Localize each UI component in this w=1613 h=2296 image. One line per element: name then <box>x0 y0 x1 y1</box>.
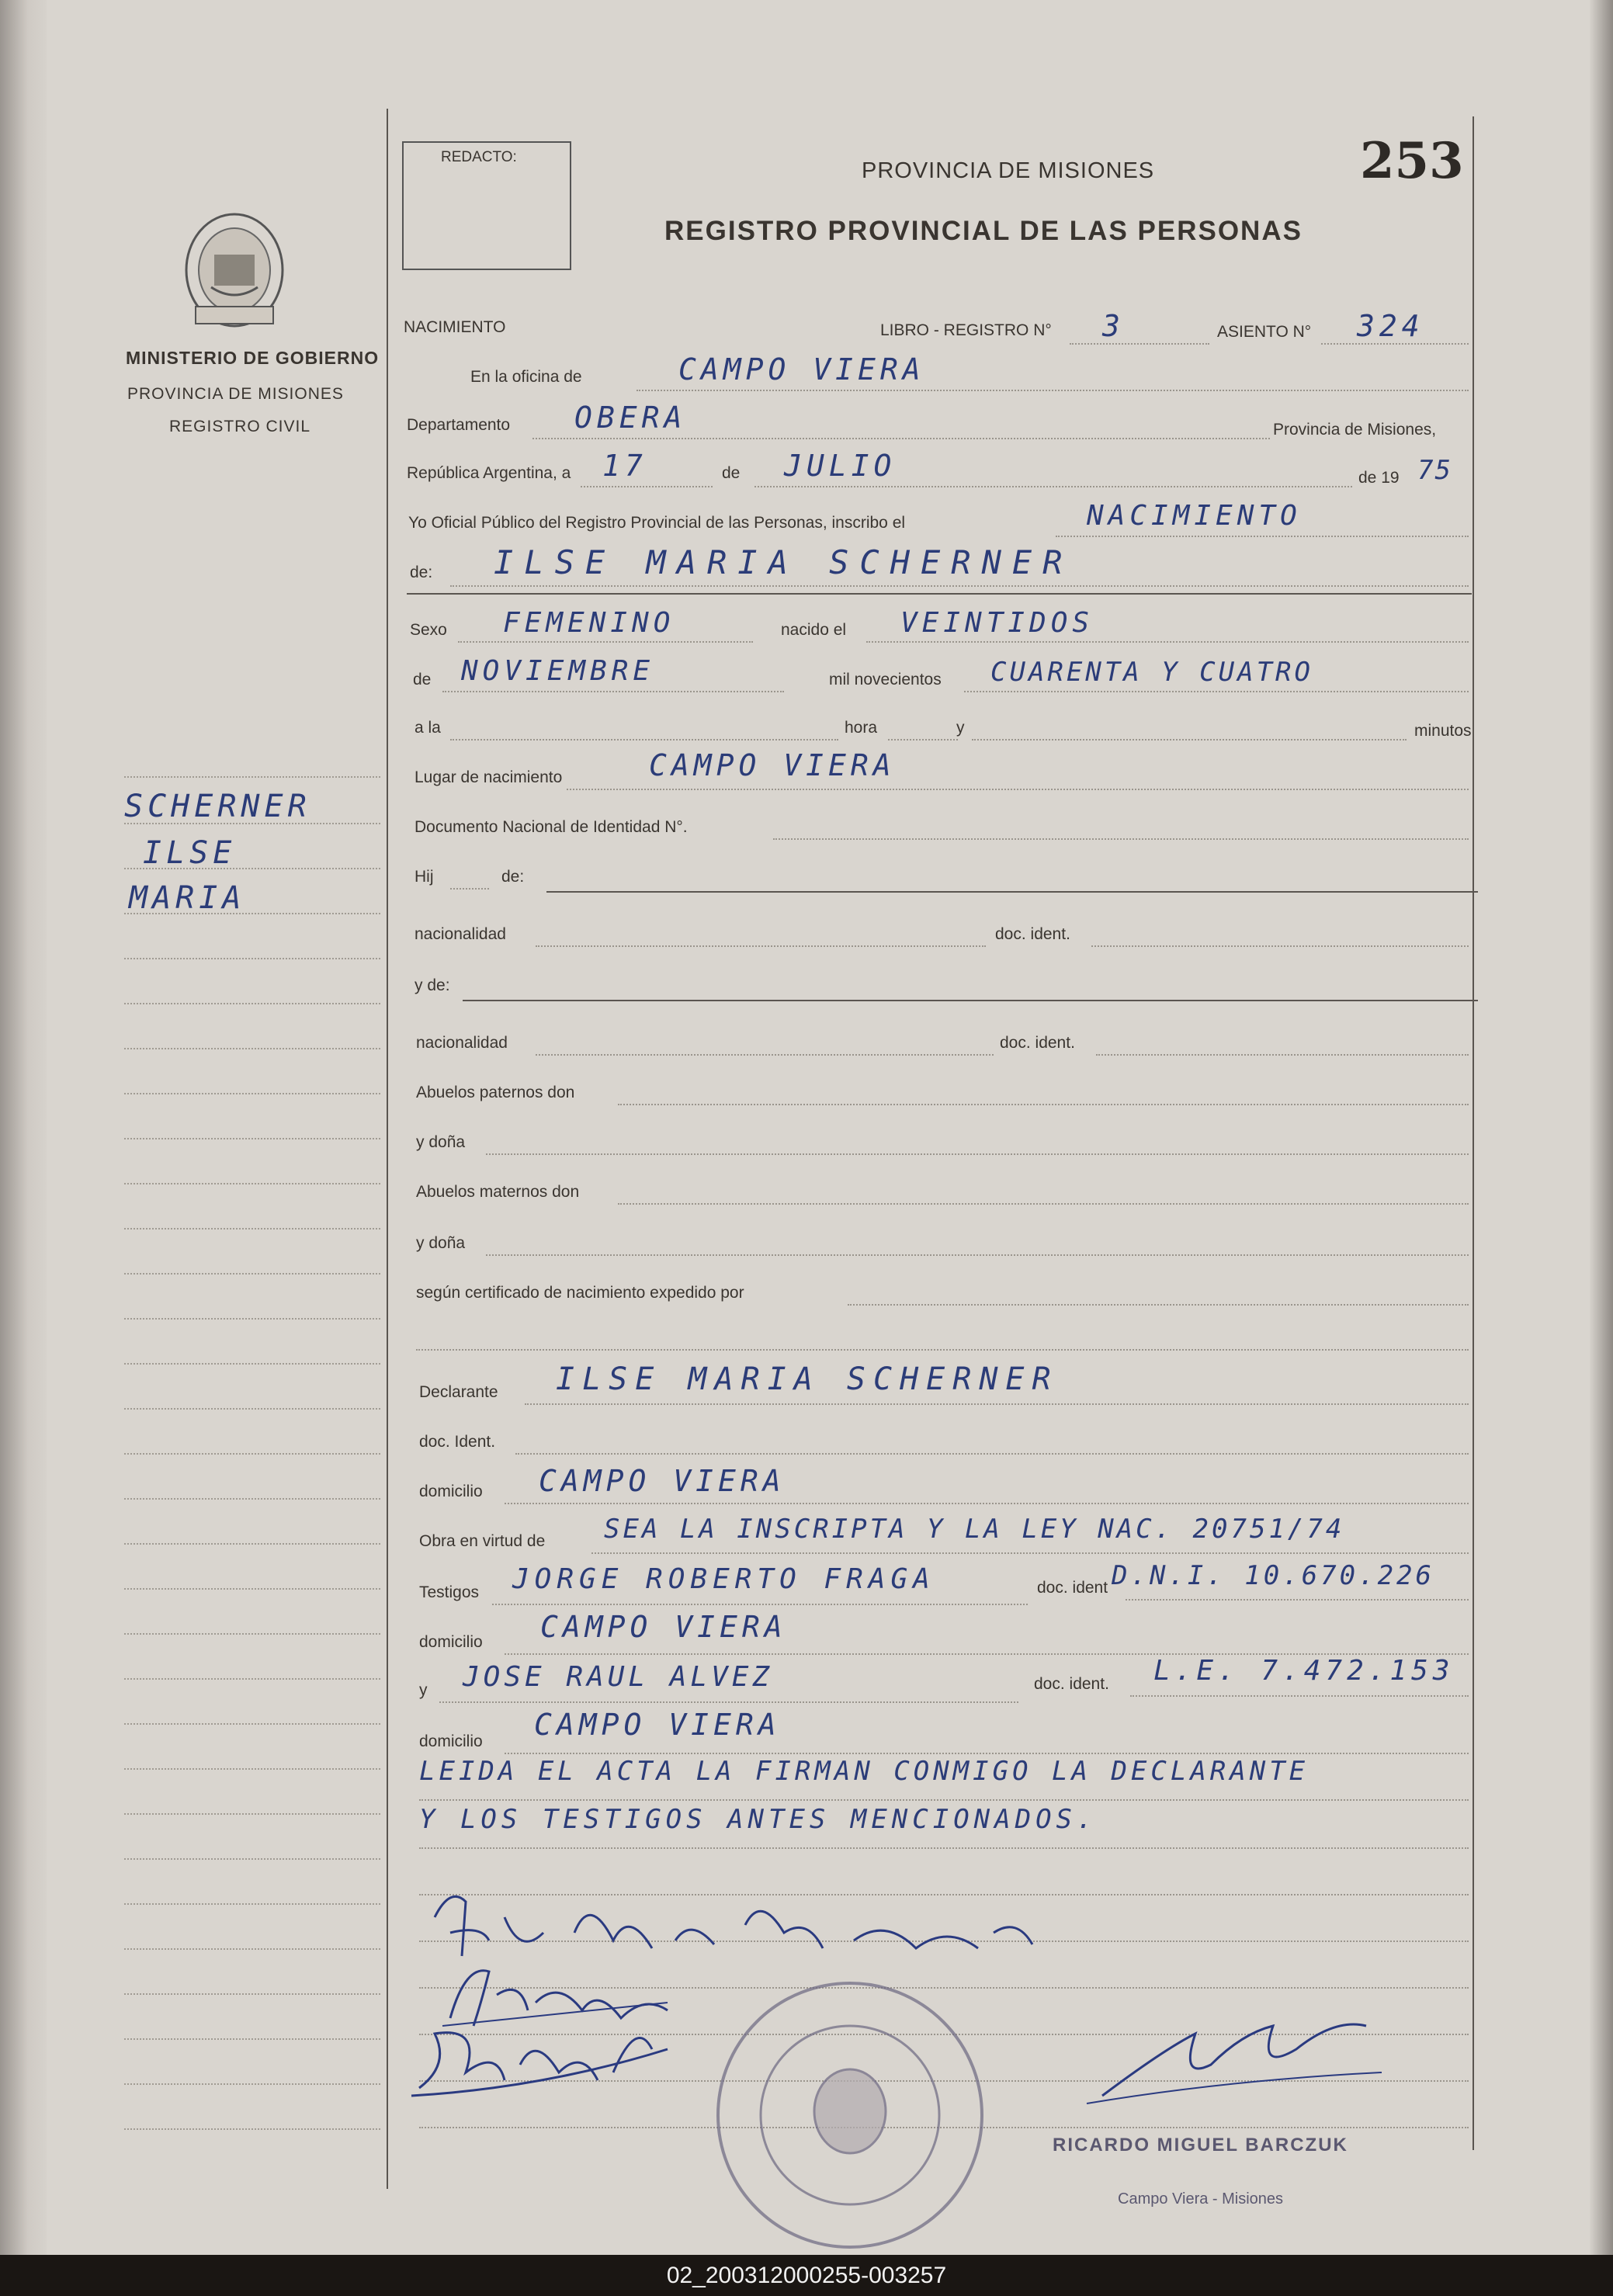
sexo-label: Sexo <box>410 621 447 639</box>
testigo1-value: JORGE ROBERTO FRAGA <box>512 1563 935 1595</box>
de19-label: de 19 <box>1358 469 1400 487</box>
testigo2-doc-value: L.E. 7.472.153 <box>1153 1655 1455 1687</box>
province-heading: PROVINCIA DE MISIONES <box>862 158 1155 183</box>
act-type-label: NACIMIENTO <box>404 318 506 336</box>
mes-value: JULIO <box>784 449 897 483</box>
hij-de-label: de: <box>501 868 525 886</box>
a-la-label: a la <box>415 719 441 737</box>
hij-label: Hij <box>415 868 434 886</box>
domicilio3-value: CAMPO VIERA <box>534 1708 781 1742</box>
page-edge <box>1590 0 1613 2255</box>
mil-label: mil novecientos <box>829 671 942 688</box>
testigo1-doc-value: D.N.I. 10.670.226 <box>1112 1560 1434 1591</box>
lugar-label: Lugar de nacimiento <box>415 768 563 786</box>
margin-note-middle-name: MARIA <box>129 880 246 916</box>
documento-label: Documento Nacional de Identidad N°. <box>415 818 688 836</box>
obra-label: Obra en virtud de <box>419 1532 546 1550</box>
de-colon-label: de: <box>410 564 433 581</box>
sidebar-province-label: PROVINCIA DE MISIONES <box>127 385 344 403</box>
anio-nac-value: CUARENTA Y CUATRO <box>990 657 1313 688</box>
abuelos-maternos-label: Abuelos maternos don <box>416 1183 580 1201</box>
page-title: REGISTRO PROVINCIAL DE LAS PERSONAS <box>664 216 1303 246</box>
republica-label: República Argentina, a <box>407 464 571 482</box>
observation-line-2: Y LOS TESTIGOS ANTES MENCIONADOS. <box>419 1804 1098 1835</box>
abuelos-paternos-label: Abuelos paternos don <box>416 1084 575 1101</box>
right-rule <box>1473 116 1474 2150</box>
declarante-value: ILSE MARIA SCHERNER <box>556 1361 1059 1397</box>
hora-label: hora <box>845 719 878 737</box>
doc-ident5-label: doc. ident. <box>1034 1675 1109 1693</box>
departamento-label: Departamento <box>407 416 511 434</box>
domicilio-label: domicilio <box>419 1483 483 1500</box>
yo-oficial-label: Yo Oficial Público del Registro Provincial de las Personas, inscribo el <box>408 514 906 532</box>
y2-label: y <box>419 1681 428 1699</box>
minutos-label: minutos <box>1414 722 1472 740</box>
nombre-value: ILSE MARIA SCHERNER <box>494 543 1074 581</box>
doc-ident4-label: doc. ident <box>1037 1579 1108 1597</box>
book-spine <box>0 0 47 2255</box>
inscribo-value: NACIMIENTO <box>1087 500 1302 532</box>
sexo-value: FEMENINO <box>503 607 675 639</box>
y-dona2-label: y doña <box>416 1234 466 1252</box>
doc-ident-label: doc. ident. <box>995 925 1070 943</box>
ministry-label: MINISTERIO DE GOBIERNO <box>126 348 380 368</box>
domicilio2-value: CAMPO VIERA <box>540 1610 787 1644</box>
de2-label: de <box>413 671 432 688</box>
testigos-label: Testigos <box>419 1583 480 1601</box>
observation-line-1: LEIDA EL ACTA LA FIRMAN CONMIGO LA DECLARANTE <box>419 1756 1309 1787</box>
doc-ident2-label: doc. ident. <box>1000 1034 1075 1052</box>
coat-of-arms-seal <box>180 210 289 334</box>
nacionalidad-label: nacionalidad <box>415 925 506 943</box>
nacido-label: nacido el <box>781 621 847 639</box>
nacido-value: VEINTIDOS <box>900 607 1094 639</box>
mes-nac-value: NOVIEMBRE <box>461 655 655 687</box>
libro-label: LIBRO - REGISTRO N° <box>880 321 1052 339</box>
libro-value: 3 <box>1102 309 1125 343</box>
official-location: Campo Viera - Misiones <box>1118 2190 1284 2208</box>
domicilio-value: CAMPO VIERA <box>539 1464 786 1498</box>
doc-ident3-label: doc. Ident. <box>419 1433 496 1451</box>
anio-value: 75 <box>1417 455 1452 486</box>
redacto-box <box>402 141 571 270</box>
testigo2-value: JOSE RAUL ALVEZ <box>463 1661 774 1693</box>
departamento-value: OBERA <box>574 401 687 435</box>
asiento-label: ASIENTO N° <box>1217 323 1312 341</box>
margin-rule <box>387 109 388 2189</box>
de-label: de <box>722 464 741 482</box>
domicilio2-label: domicilio <box>419 1633 483 1651</box>
asiento-value: 324 <box>1357 309 1424 343</box>
margin-note-surname: SCHERNER <box>124 789 311 824</box>
testigo2-signature <box>404 2003 683 2104</box>
official-signature <box>1071 2003 1397 2111</box>
lugar-value: CAMPO VIERA <box>649 748 896 782</box>
registry-stamp <box>706 1972 994 2255</box>
domicilio3-label: domicilio <box>419 1732 483 1750</box>
nacionalidad2-label: nacionalidad <box>416 1034 508 1052</box>
redacto-label: REDACTO: <box>441 149 517 165</box>
y-dona-label: y doña <box>416 1133 466 1151</box>
official-name: RICARDO MIGUEL BARCZUK <box>1053 2135 1348 2156</box>
y-de-label: y de: <box>415 976 450 994</box>
registry-label: REGISTRO CIVIL <box>169 418 311 435</box>
declarante-label: Declarante <box>419 1383 498 1401</box>
file-id-caption: 02_200312000255-003257 <box>0 2255 1613 2296</box>
certificado-label: según certificado de nacimiento expedido por <box>416 1284 744 1302</box>
oficina-value: CAMPO VIERA <box>678 352 925 387</box>
provincia-label: Provincia de Misiones, <box>1273 421 1437 439</box>
oficina-label: En la oficina de <box>470 368 582 386</box>
margin-note-first-name: ILSE <box>143 835 237 871</box>
dia-value: 17 <box>602 449 647 483</box>
page-number: 253 <box>1360 132 1464 190</box>
y-label: y <box>956 719 965 737</box>
obra-value: SEA LA INSCRIPTA Y LA LEY NAC. 20751/74 <box>604 1514 1345 1545</box>
